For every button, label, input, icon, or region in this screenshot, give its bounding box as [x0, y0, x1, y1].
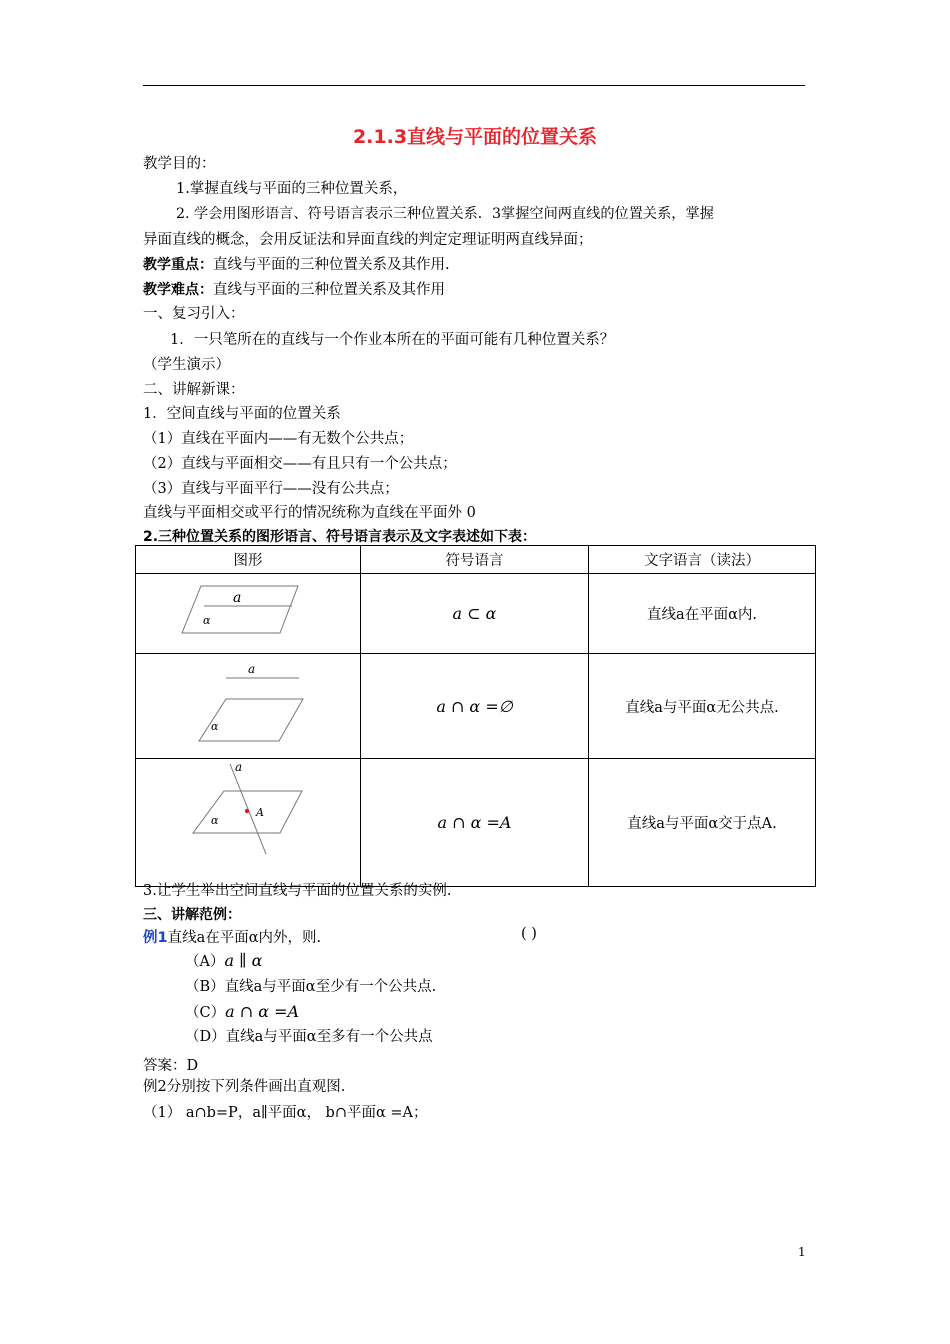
option-c	[185, 1001, 299, 1022]
example-2: 例2分别按下列条件画出直观图.	[143, 1079, 346, 1095]
option-label: （D）	[185, 1029, 226, 1045]
page-title: 2.1.3直线与平面的位置关系	[352, 126, 598, 148]
lecture-sub1: 1．空间直线与平面的位置关系	[143, 406, 341, 422]
difficulty	[143, 278, 445, 299]
figure-line-intersect-plane	[136, 759, 361, 887]
review-demo: （学生演示）	[143, 357, 230, 373]
text-cell: 直线a与平面α交于点A.	[589, 759, 816, 887]
option-text: a ∩ α =A	[225, 1002, 300, 1021]
intersection-point	[245, 809, 249, 813]
option-d	[185, 1025, 433, 1046]
symbol-cell: a ⊂ α	[361, 574, 589, 654]
key-point	[143, 253, 450, 274]
symbol-cell: a ∩ α =∅	[361, 654, 589, 759]
item-3: 3.让学生举出空间直线与平面的位置关系的实例.	[143, 883, 452, 899]
option-a	[185, 950, 262, 971]
example-1	[143, 926, 321, 947]
lecture-summary: 直线与平面相交或平行的情况统称为直线在平面外 0	[143, 505, 476, 521]
objective-1: 1.掌握直线与平面的三种位置关系，	[176, 181, 408, 197]
figure-line-in-plane	[136, 574, 361, 654]
example-1-text: 直线a在平面α内外，则.	[167, 930, 322, 946]
difficulty-label: 教学难点：	[143, 282, 213, 298]
option-label: （B）	[185, 979, 225, 995]
page-number: 1	[798, 1245, 806, 1259]
text-cell: 直线a在平面α内.	[589, 574, 816, 654]
option-b	[185, 975, 436, 996]
objective-2-line1: 2. 学会用图形语言、符号语言表示三种位置关系．3掌握空间两直线的位置关系，掌握	[176, 206, 714, 222]
option-text: 直线a与平面α至多有一个公共点	[225, 1029, 433, 1045]
option-label: （C）	[185, 1005, 226, 1021]
table-header-row	[136, 546, 816, 574]
line-parallel-plane-diagram	[136, 654, 361, 754]
case-3: （3）直线与平面平行——没有公共点；	[143, 481, 399, 497]
plane-label: α	[211, 720, 219, 733]
table-row	[136, 759, 816, 887]
objective-2-line2: 异面直线的概念，会用反证法和异面直线的判定定理证明两直线异面；	[143, 232, 593, 248]
example-2-condition-1: （1） a∩b=P，a∥平面α， b∩平面α =A；	[143, 1105, 428, 1121]
header-text: 文字语言（读法）	[589, 546, 816, 574]
header-symbol: 符号语言	[361, 546, 589, 574]
case-1: （1）直线在平面内——有无数个公共点；	[143, 431, 414, 447]
option-label: （A）	[185, 954, 225, 970]
line-intersect-plane-diagram	[136, 759, 361, 882]
objectives-label: 教学目的：	[143, 156, 216, 172]
difficulty-text: 直线与平面的三种位置关系及其作用	[213, 282, 445, 298]
key-point-text: 直线与平面的三种位置关系及其作用.	[213, 257, 450, 273]
symbol-cell: a ∩ α =A	[361, 759, 589, 887]
line-label: a	[235, 760, 243, 774]
lecture-sub2: 2.三种位置关系的图形语言、符号语言表示及文字表述如下表：	[143, 529, 537, 545]
answer-paren: ( )	[521, 926, 537, 942]
case-2: （2）直线与平面相交——有且只有一个公共点；	[143, 456, 457, 472]
option-text: 直线a与平面α至少有一个公共点.	[224, 979, 437, 995]
option-text: a ∥ α	[224, 951, 263, 970]
table-row	[136, 654, 816, 759]
header-figure: 图形	[136, 546, 361, 574]
line-in-plane-diagram	[136, 574, 361, 649]
lecture-heading: 二、讲解新课：	[143, 382, 245, 398]
header-rule	[143, 85, 805, 86]
text-cell: 直线a与平面α无公共点.	[589, 654, 816, 759]
review-question: 1．一只笔所在的直线与一个作业本所在的平面可能有几种位置关系？	[170, 332, 615, 348]
review-heading: 一、复习引入：	[143, 306, 245, 322]
key-point-label: 教学重点：	[143, 257, 213, 273]
plane-label: α	[211, 814, 219, 827]
line-label: a	[248, 662, 256, 676]
example-1-label: 例1	[143, 930, 168, 946]
relations-table	[135, 545, 816, 887]
plane-label: α	[203, 614, 211, 627]
table-row	[136, 574, 816, 654]
answer: 答案：D	[143, 1058, 199, 1074]
point-label: A	[256, 806, 264, 819]
line-label: a	[233, 590, 242, 606]
examples-heading: 三、讲解范例：	[143, 907, 241, 923]
figure-line-parallel-plane	[136, 654, 361, 759]
